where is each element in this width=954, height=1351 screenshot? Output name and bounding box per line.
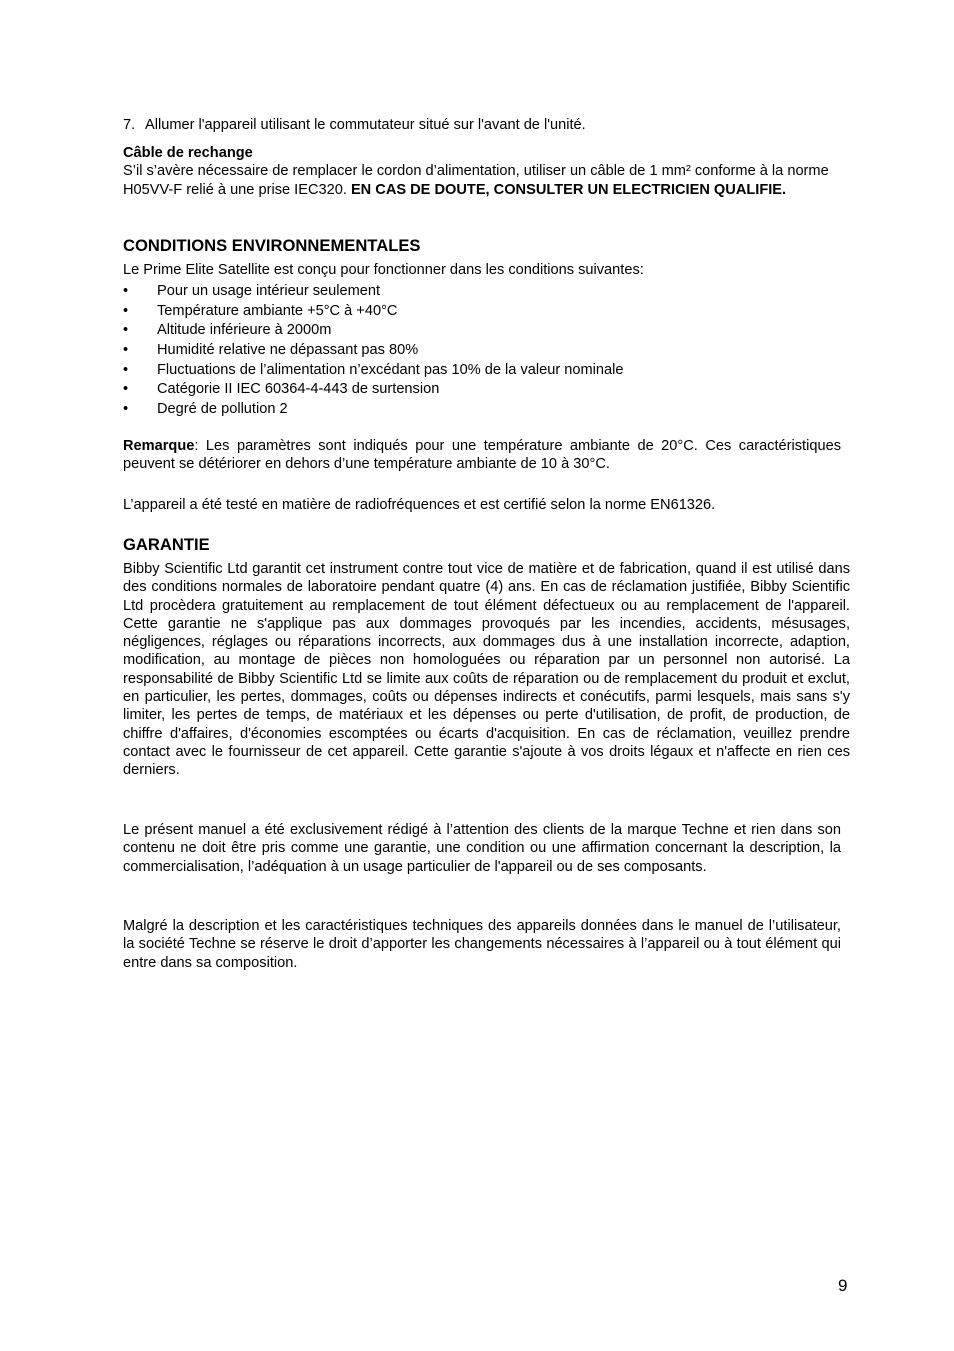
list-item xyxy=(123,282,841,302)
replacement-cable-warning: EN CAS DE DOUTE, CONSULTER UN ELECTRICIEN QUALIFIE. xyxy=(350,181,787,198)
remark-text: : Les paramètres sont indiqués pour une température ambiante de 20°C. Ces caractéristiques peuvent se détériorer en dehors d’une température ambiante de 10 à 30°C. xyxy=(123,438,841,473)
list-item-text: Altitude inférieure à 2000m xyxy=(157,322,332,339)
page-number: 9 xyxy=(838,1276,848,1295)
environment-conditions-list xyxy=(123,282,841,419)
list-item xyxy=(123,380,841,400)
environment-heading: CONDITIONS ENVIRONNEMENTALES xyxy=(123,236,421,255)
bullet-icon: • xyxy=(123,400,129,417)
environment-section xyxy=(123,236,841,419)
manual-changes-paragraph: Malgré la description et les caractéristiques techniques des appareils données dans le manuel de l’utilisateur, la société Techne se réserve le droit d’apporter les changements nécessaires à l’appareil ou à tout élément qui entre dans sa composition. xyxy=(123,918,841,971)
warranty-section xyxy=(123,535,850,780)
list-item-text: Fluctuations de l’alimentation n’excédant pas 10% de la valeur nominale xyxy=(157,361,624,378)
list-item xyxy=(123,361,841,381)
list-item xyxy=(123,341,841,361)
list-item xyxy=(123,321,841,341)
warranty-heading: GARANTIE xyxy=(123,535,210,554)
replacement-cable-title: Câble de rechange xyxy=(123,145,253,161)
warranty-text: Bibby Scientific Ltd garantit cet instrument contre tout vice de matière et de fabrication, quand il est utilisé dans des conditions normales de laboratoire pendant quatre (4) ans. En cas de réclamation justifiée, Bibby Scientific Ltd procèdera gratuitement au remplacement de tout élément défectueux ou au remplacement de l'appareil. Cette garantie ne s'applique pas aux dommages provoqués par les incendies, accidents, mésusages, négligences, réglages ou réparations incorrects, aux dommages dus à une installation incorrecte, adaption, modification, au montage de pièces non homologuées ou réparation par un personnel non autorisé. La responsabilité de Bibby Scientific Ltd se limite aux coûts de réparation ou de remplacement du produit et exclut, en particulier, les pertes, dommages, coûts ou dépenses indirects et conécutifs, parmi lesquels, mais sans s'y limiter, les pertes de temps, de matériaux et les dépenses ou perte d'utilisation, de profit, de production, de chiffre d'affaires, d'économies escomptées ou écarts d'acquisition. En cas de réclamation, veuillez prendre contact avec le fournisseur de cet appareil. Cette garantie s'ajoute à vos droits légaux et n'affecte en rien ces derniers. xyxy=(123,561,850,779)
list-item xyxy=(123,302,841,322)
bullet-icon: • xyxy=(123,283,129,300)
list-item-text: Pour un usage intérieur seulement xyxy=(157,283,381,300)
remark-paragraph xyxy=(123,437,841,474)
list-item-text: Degré de pollution 2 xyxy=(157,400,288,417)
list-item xyxy=(123,400,841,420)
step-number: 7. xyxy=(123,117,136,133)
remark-label: Remarque xyxy=(123,438,195,454)
bullet-icon: • xyxy=(123,322,129,339)
list-item-text: Catégorie II IEC 60364-4-443 de surtension xyxy=(157,381,440,398)
numbered-step xyxy=(123,116,586,134)
bullet-icon: • xyxy=(123,381,129,398)
list-item-text: Humidité relative ne dépassant pas 80% xyxy=(157,342,419,359)
replacement-cable-section xyxy=(123,144,841,199)
manual-disclaimer-paragraph: Le présent manuel a été exclusivement rédigé à l’attention des clients de la marque Techne et rien dans son contenu ne doit être pris comme une garantie, une condition ou une affirmation concernant la description, la commercialisation, l’adéquation à un usage particulier de l'appareil ou de ses composants. xyxy=(123,822,841,875)
step-text: Allumer l'appareil utilisant le commutateur situé sur l'avant de l'unité. xyxy=(145,117,586,133)
bullet-icon: • xyxy=(123,342,129,359)
certification-paragraph: L’appareil a été testé en matière de radiofréquences et est certifié selon la norme EN61326. xyxy=(123,497,716,513)
environment-intro: Le Prime Elite Satellite est conçu pour fonctionner dans les conditions suivantes: xyxy=(123,262,644,278)
replacement-cable-body: S’il s’avère nécessaire de remplacer le cordon d’alimentation, utiliser un câble de 1 mm² conforme à la norme H05VV-F relié à une prise IEC320. xyxy=(123,163,829,198)
list-item-text: Température ambiante +5°C à +40°C xyxy=(157,302,398,319)
replacement-cable-text xyxy=(123,162,841,199)
bullet-icon: • xyxy=(123,361,129,378)
bullet-icon: • xyxy=(123,302,129,319)
